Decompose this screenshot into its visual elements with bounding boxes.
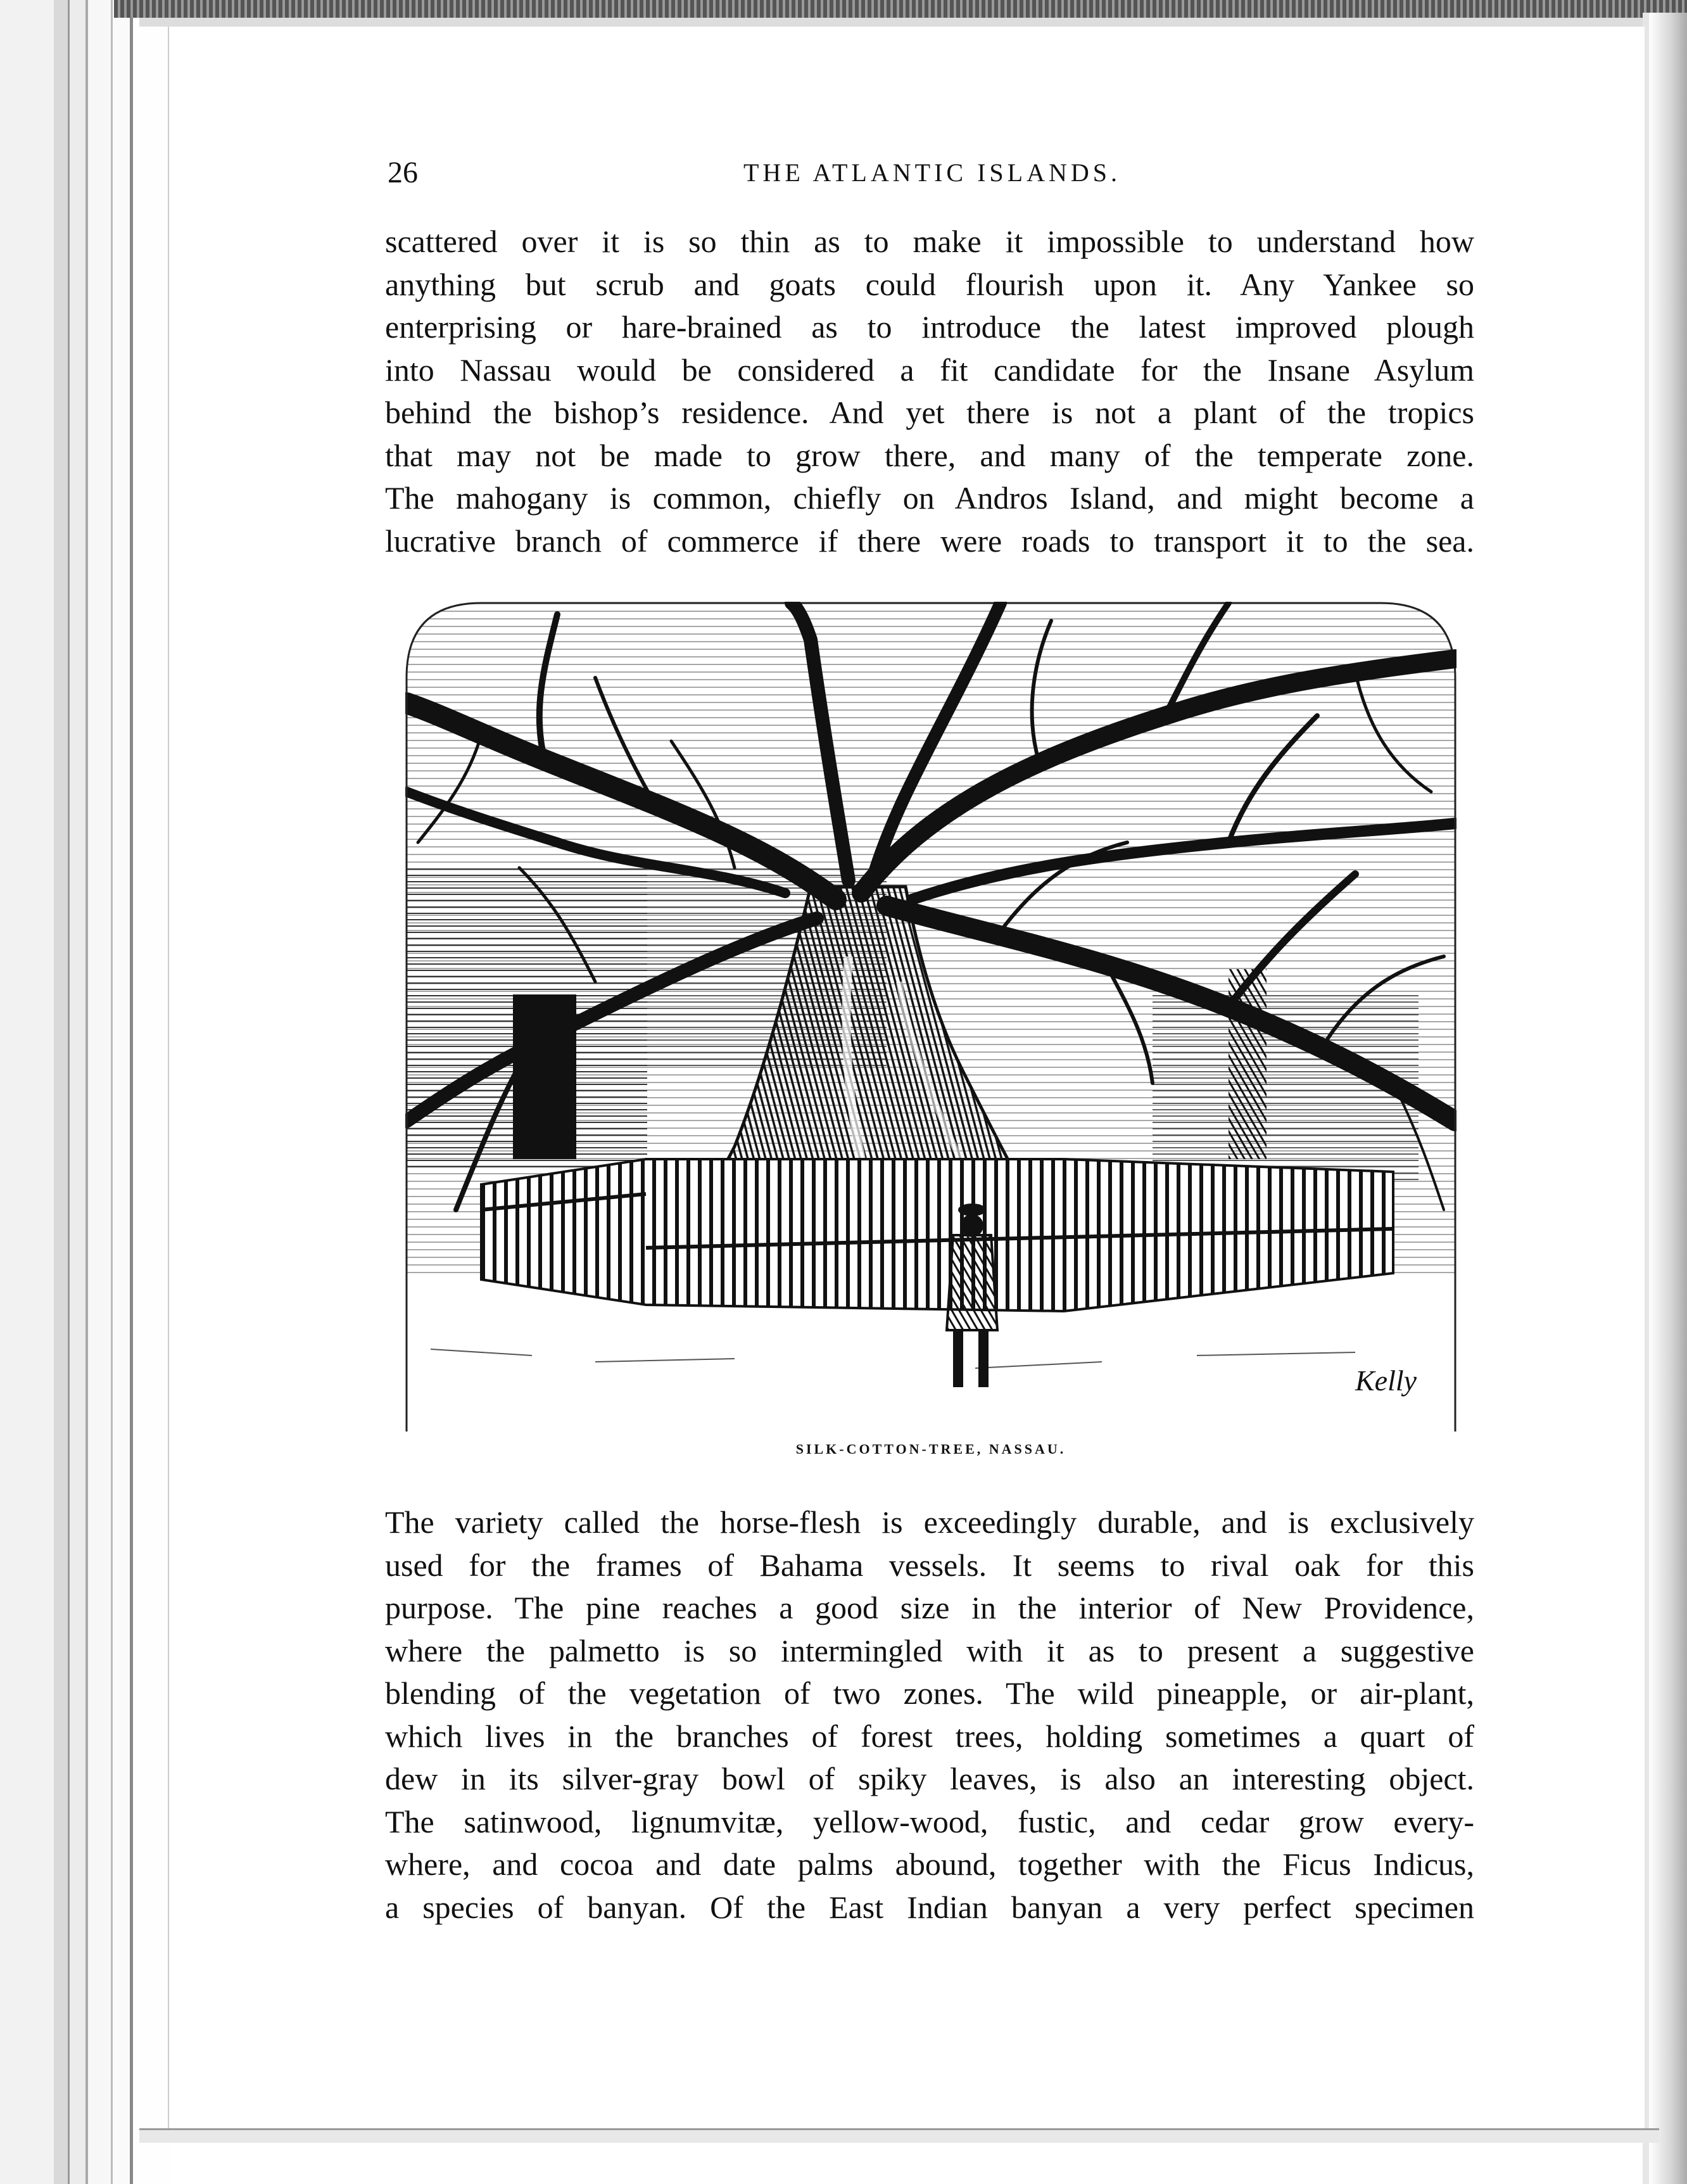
page-right-shadow	[1649, 13, 1687, 2184]
running-head	[388, 155, 1477, 200]
engraver-signature: Kelly	[1355, 1364, 1417, 1397]
book-binding	[0, 0, 190, 2184]
text-line: The satinwood, lignumvitæ, yellow-wood, fustic, and cedar grow every-	[385, 1803, 1474, 1839]
text-line: into Nassau would be considered a fit candidate for the Insane Asylum	[385, 352, 1474, 388]
paragraph-top	[385, 220, 1474, 562]
book-top-edge-inner	[139, 18, 1684, 27]
text-line: blending of the vegetation of two zones. The wild pineapple, or air-plant,	[385, 1675, 1474, 1711]
paragraph-bottom	[385, 1501, 1474, 1929]
text-line: The mahogany is common, chiefly on Andros Island, and might become a	[385, 480, 1474, 516]
text-line: where the palmetto is so intermingled with it as to present a suggestive	[385, 1632, 1474, 1668]
illustration-caption: SILK-COTTON-TREE, NASSAU.	[795, 1441, 1066, 1457]
text-line: that may not be made to grow there, and many of the temperate zone.	[385, 437, 1474, 473]
text-line: which lives in the branches of forest trees, holding sometimes a quart of	[385, 1718, 1474, 1754]
text-line: behind the bishop’s residence. And yet there is not a plant of the tropics	[385, 395, 1474, 430]
page-number: 26	[388, 156, 418, 189]
text-line: lucrative branch of commerce if there were roads to transport it to the sea.	[385, 523, 1474, 559]
text-line: used for the frames of Bahama vessels. It seems to rival oak for this	[385, 1547, 1474, 1583]
text-line: The variety called the horse-flesh is exceedingly durable, and is exclusively	[385, 1504, 1474, 1540]
text-line: scattered over it is so thin as to make it impossible to understand how	[385, 224, 1474, 259]
book-bottom-edge	[139, 2128, 1659, 2143]
text-line: purpose. The pine reaches a good size in the interior of New Providence,	[385, 1590, 1474, 1625]
book-top-edge	[114, 0, 1687, 18]
text-line: enterprising or hare-brained as to introduce the latest improved plough	[385, 309, 1474, 345]
text-line: where, and cocoa and date palms abound, together with the Ficus Indicus,	[385, 1846, 1474, 1882]
text-line: anything but scrub and goats could flourish upon it. Any Yankee so	[385, 266, 1474, 302]
picket-fence	[481, 1159, 1393, 1311]
silk-cotton-tree-engraving	[405, 602, 1456, 1432]
running-title: THE ATLANTIC ISLANDS.	[743, 158, 1121, 187]
text-line: dew in its silver-gray bowl of spiky leaves, is also an interesting object.	[385, 1761, 1474, 1796]
text-line: a species of banyan. Of the East Indian banyan a very perfect specimen	[385, 1889, 1474, 1925]
